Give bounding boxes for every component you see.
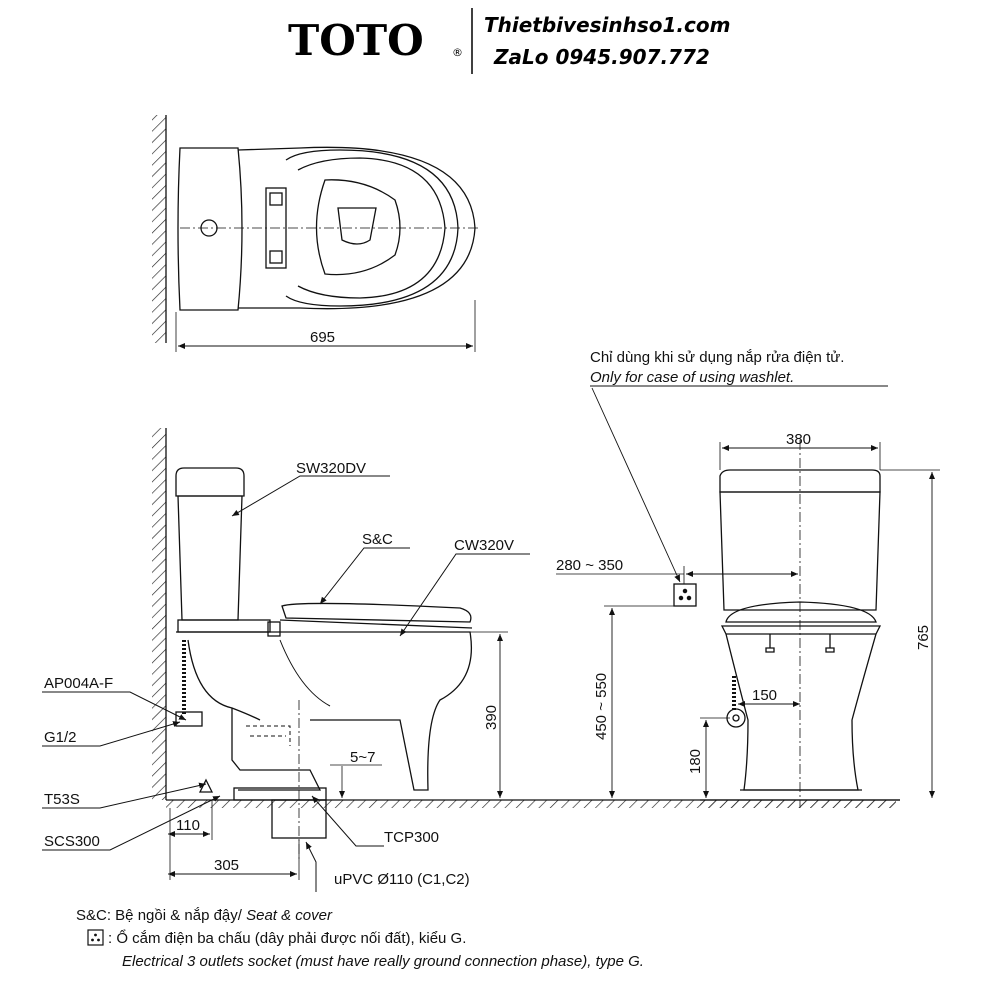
legend-socket-vi: : Ổ cắm điện ba chấu (dây phải được nối đất), kiểu G. (108, 930, 467, 947)
dim-765: 765 (915, 624, 932, 650)
label-cw320v: CW320V (454, 537, 515, 554)
contact-text: ZaLo 0945.907.772 (494, 45, 710, 69)
seat-side (282, 603, 471, 622)
bowl-front (726, 634, 876, 790)
label-upvc-pipe: uPVC Ø110 (C1,C2) (334, 871, 470, 888)
note-en: Only for case of using washlet. (590, 369, 795, 386)
header (288, 8, 730, 74)
hose-fitting (200, 780, 212, 792)
note-leader (592, 388, 680, 582)
dim-5-7: 5~7 (350, 749, 376, 766)
socket-box (674, 584, 696, 606)
trapway-curve (188, 640, 260, 720)
seat-bolt-right (826, 634, 834, 652)
label-sw320dv: SW320DV (296, 460, 367, 477)
dim-695: 695 (310, 329, 336, 346)
legend-seat-line (76, 907, 333, 924)
dim-305: 305 (214, 857, 240, 874)
trap-base-side (232, 708, 320, 790)
label-tcp300: TCP300 (384, 829, 440, 846)
brand-logo: TOTO (288, 16, 424, 65)
label-scs300: SCS300 (44, 833, 100, 850)
legend-seat-vi: S&C: Bệ ngồi & nắp đậy/ (76, 907, 247, 924)
hinge-block-top (270, 193, 282, 205)
legend-socket-en: Electrical 3 outlets socket (must have really ground connection phase), type G. (122, 953, 644, 970)
dim-150: 150 (752, 687, 778, 704)
label-sc: S&C (362, 531, 393, 548)
legend (76, 907, 644, 970)
label-g12: G1/2 (44, 729, 77, 746)
dim-180: 180 (687, 748, 704, 774)
label-ap004a-f: AP004A-F (44, 675, 114, 692)
angle-valve (176, 712, 202, 726)
hinge-block-bottom (270, 251, 282, 263)
tank-body-side (178, 496, 242, 620)
front-floor-hatch (700, 800, 896, 808)
tank-lid-side (176, 468, 244, 496)
top-view (152, 115, 478, 352)
wall-hatch-top (152, 115, 166, 343)
front-view (556, 386, 940, 808)
dim-280-350: 280 ~ 350 (556, 557, 624, 574)
website-text: Thietbivesinhso1.com (484, 13, 731, 37)
socket-icon (88, 930, 103, 945)
wall-hatch-side (152, 428, 166, 800)
bowl-outline-side (176, 632, 471, 790)
seat-bolt-left (766, 634, 774, 652)
label-t53s: T53S (44, 791, 80, 808)
dim-390: 390 (483, 704, 500, 730)
dim-450-550: 450 ~ 550 (593, 672, 610, 740)
registered-mark: ® (452, 46, 463, 59)
dim-380: 380 (786, 431, 812, 448)
tank-top-outline (178, 148, 242, 310)
tank-base-side (178, 620, 270, 632)
dim-110: 110 (176, 817, 200, 834)
drain-opening (338, 208, 376, 244)
legend-seat-en: Seat & cover (246, 907, 332, 924)
bowl-inner-outline (317, 180, 401, 275)
seat-front (726, 602, 876, 622)
side-view (152, 428, 900, 880)
note-vi: Chỉ dùng khi sử dụng nắp rửa điện tử. (590, 349, 845, 366)
